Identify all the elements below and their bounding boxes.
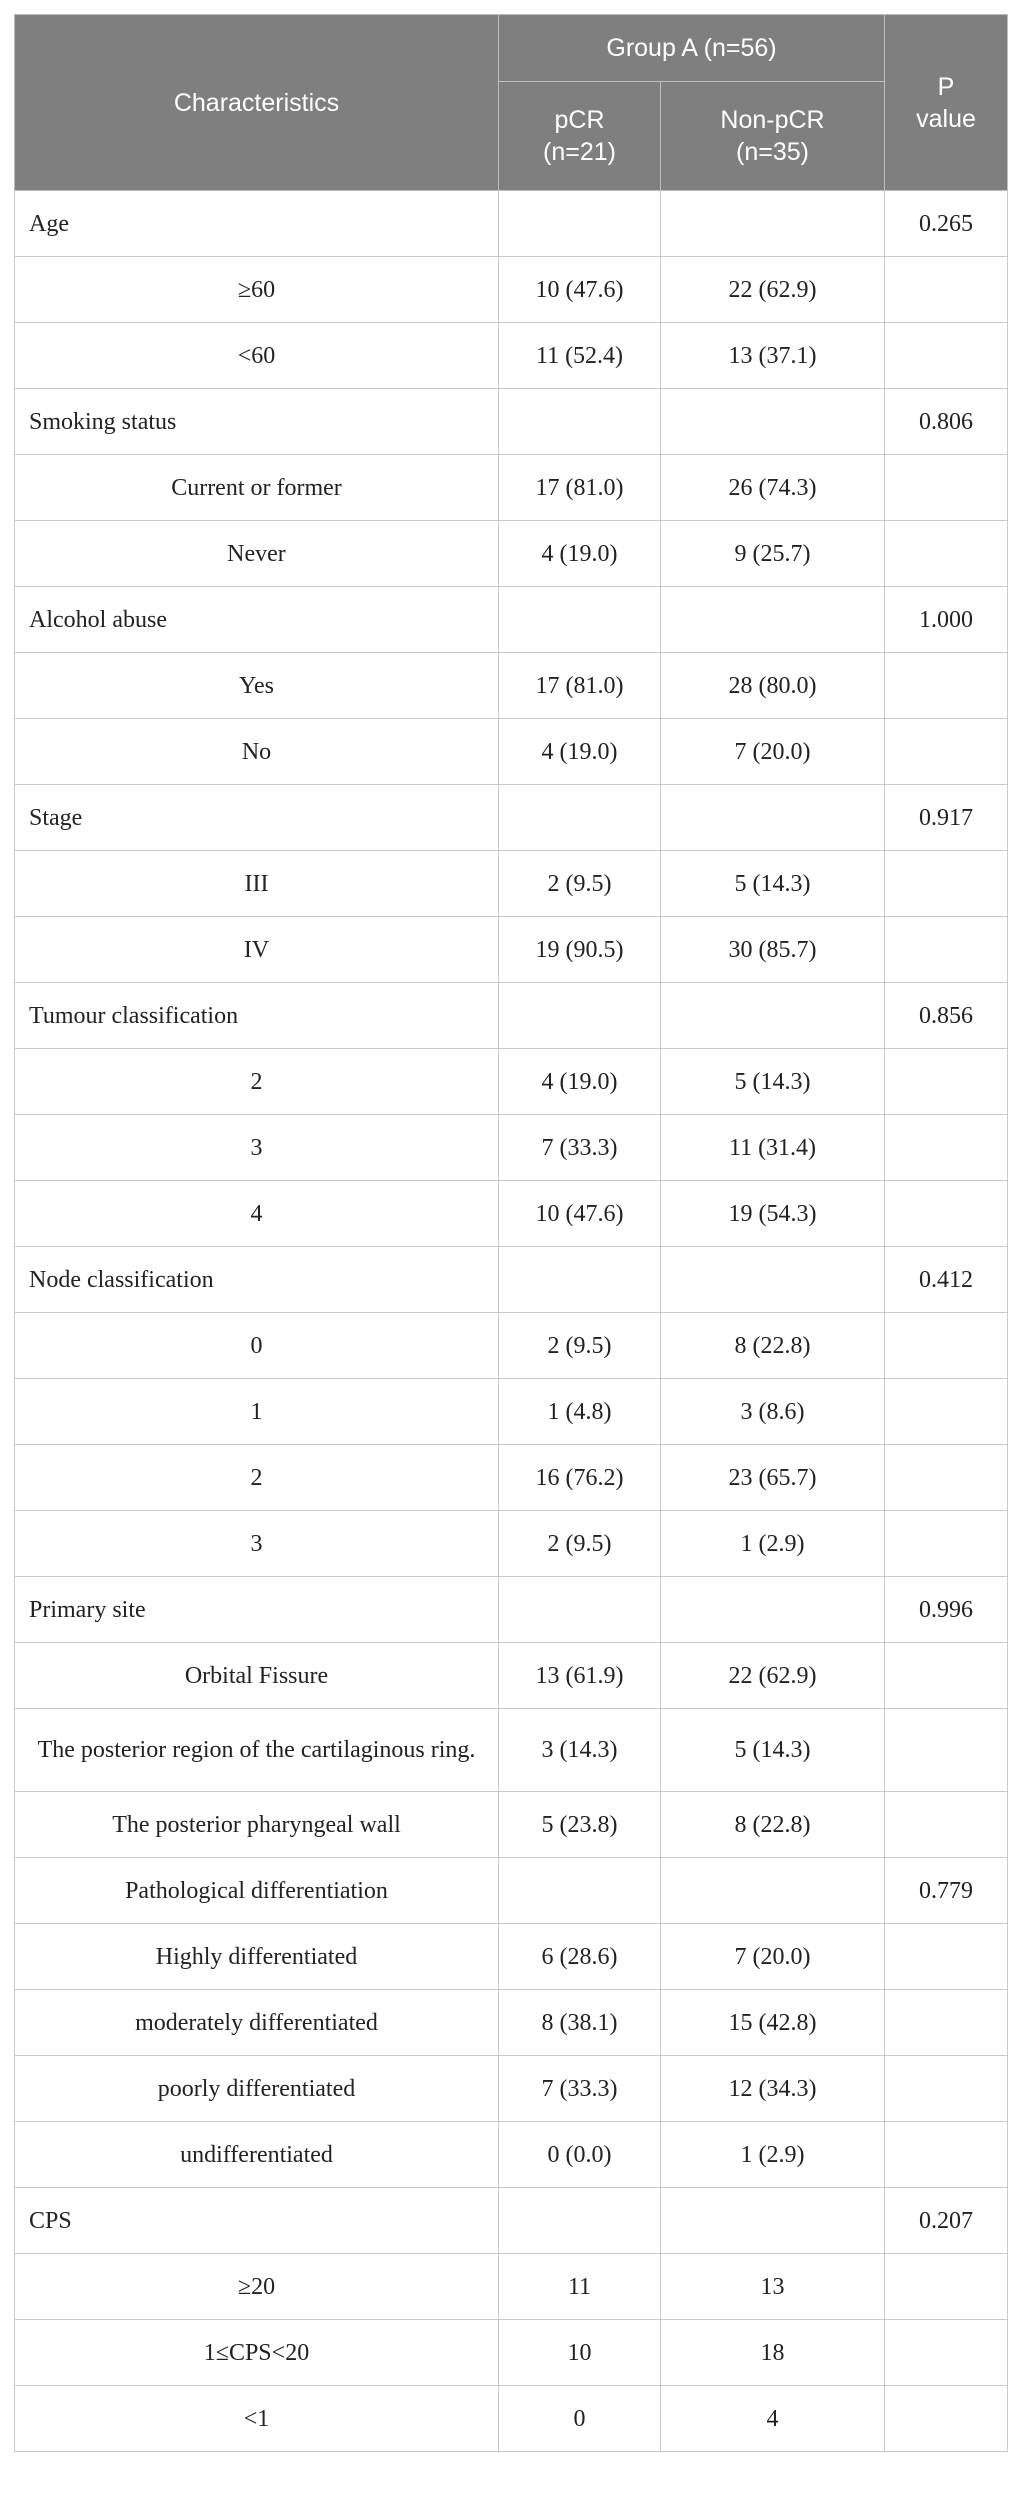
row-label: III xyxy=(15,851,499,917)
pcr-cell xyxy=(499,191,661,257)
nonpcr-cell xyxy=(661,191,885,257)
row-label: 1 xyxy=(15,1379,499,1445)
pvalue-cell xyxy=(885,1049,1008,1115)
pvalue-cell xyxy=(885,653,1008,719)
pcr-cell xyxy=(499,2188,661,2254)
row-label: The posterior region of the cartilaginous ring. xyxy=(15,1709,499,1792)
nonpcr-cell: 18 xyxy=(661,2320,885,2386)
row-label: Current or former xyxy=(15,455,499,521)
header-pvalue-label: P value xyxy=(916,72,976,133)
table-row xyxy=(15,2386,1008,2452)
nonpcr-cell: 19 (54.3) xyxy=(661,1181,885,1247)
row-label: CPS xyxy=(15,2188,499,2254)
pcr-cell: 13 (61.9) xyxy=(499,1643,661,1709)
pcr-cell xyxy=(499,587,661,653)
pcr-cell: 11 (52.4) xyxy=(499,323,661,389)
pvalue-cell xyxy=(885,1379,1008,1445)
pvalue-cell xyxy=(885,1313,1008,1379)
pcr-cell xyxy=(499,983,661,1049)
table-row xyxy=(15,2254,1008,2320)
pcr-cell: 11 xyxy=(499,2254,661,2320)
nonpcr-cell: 4 xyxy=(661,2386,885,2452)
table-row xyxy=(15,1115,1008,1181)
table-row xyxy=(15,2320,1008,2386)
pvalue-cell xyxy=(885,851,1008,917)
table-row xyxy=(15,2122,1008,2188)
pvalue-cell: 0.856 xyxy=(885,983,1008,1049)
row-label: undifferentiated xyxy=(15,2122,499,2188)
row-label: 0 xyxy=(15,1313,499,1379)
table-row xyxy=(15,389,1008,455)
nonpcr-cell: 7 (20.0) xyxy=(661,1924,885,1990)
table-row xyxy=(15,1511,1008,1577)
table-row xyxy=(15,1049,1008,1115)
row-label: Tumour classification xyxy=(15,983,499,1049)
nonpcr-cell: 23 (65.7) xyxy=(661,1445,885,1511)
pvalue-cell xyxy=(885,1181,1008,1247)
row-label: 1≤CPS<20 xyxy=(15,2320,499,2386)
pvalue-cell: 0.412 xyxy=(885,1247,1008,1313)
nonpcr-cell xyxy=(661,785,885,851)
pcr-cell: 0 xyxy=(499,2386,661,2452)
row-label: poorly differentiated xyxy=(15,2056,499,2122)
table-row xyxy=(15,917,1008,983)
nonpcr-cell: 26 (74.3) xyxy=(661,455,885,521)
nonpcr-cell: 13 xyxy=(661,2254,885,2320)
table-row xyxy=(15,191,1008,257)
table-row xyxy=(15,2188,1008,2254)
row-label: moderately differentiated xyxy=(15,1990,499,2056)
pvalue-cell: 0.779 xyxy=(885,1858,1008,1924)
row-label: 3 xyxy=(15,1511,499,1577)
nonpcr-cell xyxy=(661,1577,885,1643)
table-header xyxy=(15,15,1008,191)
pcr-cell xyxy=(499,1577,661,1643)
nonpcr-cell: 1 (2.9) xyxy=(661,1511,885,1577)
pcr-cell: 7 (33.3) xyxy=(499,2056,661,2122)
pcr-cell: 4 (19.0) xyxy=(499,719,661,785)
row-label: Highly differentiated xyxy=(15,1924,499,1990)
table-row xyxy=(15,587,1008,653)
pcr-cell xyxy=(499,1858,661,1924)
header-group: Group A (n=56) xyxy=(499,15,885,82)
row-label: Pathological differentiation xyxy=(15,1858,499,1924)
table-row xyxy=(15,719,1008,785)
pvalue-cell xyxy=(885,1445,1008,1511)
header-nonpcr xyxy=(661,82,885,191)
pvalue-cell xyxy=(885,1792,1008,1858)
table-row xyxy=(15,1379,1008,1445)
pcr-cell: 2 (9.5) xyxy=(499,1511,661,1577)
pcr-cell: 10 (47.6) xyxy=(499,1181,661,1247)
pcr-cell: 10 (47.6) xyxy=(499,257,661,323)
pvalue-cell xyxy=(885,257,1008,323)
nonpcr-cell: 5 (14.3) xyxy=(661,1049,885,1115)
pcr-cell: 3 (14.3) xyxy=(499,1709,661,1792)
nonpcr-cell: 11 (31.4) xyxy=(661,1115,885,1181)
table-row xyxy=(15,1247,1008,1313)
nonpcr-cell: 5 (14.3) xyxy=(661,1709,885,1792)
row-label: The posterior pharyngeal wall xyxy=(15,1792,499,1858)
table-row xyxy=(15,1313,1008,1379)
row-label: Primary site xyxy=(15,1577,499,1643)
pcr-cell: 4 (19.0) xyxy=(499,1049,661,1115)
pvalue-cell xyxy=(885,1990,1008,2056)
nonpcr-cell xyxy=(661,2188,885,2254)
nonpcr-cell: 1 (2.9) xyxy=(661,2122,885,2188)
header-pvalue xyxy=(885,15,1008,191)
row-label: Yes xyxy=(15,653,499,719)
pvalue-cell xyxy=(885,2254,1008,2320)
table-row xyxy=(15,1858,1008,1924)
pvalue-cell xyxy=(885,1643,1008,1709)
row-label: 3 xyxy=(15,1115,499,1181)
row-label: <60 xyxy=(15,323,499,389)
pcr-cell: 7 (33.3) xyxy=(499,1115,661,1181)
table-row xyxy=(15,1577,1008,1643)
nonpcr-cell xyxy=(661,389,885,455)
pcr-cell: 4 (19.0) xyxy=(499,521,661,587)
nonpcr-cell: 12 (34.3) xyxy=(661,2056,885,2122)
table-row xyxy=(15,1709,1008,1792)
nonpcr-cell: 8 (22.8) xyxy=(661,1792,885,1858)
nonpcr-cell xyxy=(661,983,885,1049)
pvalue-cell xyxy=(885,719,1008,785)
nonpcr-cell: 22 (62.9) xyxy=(661,1643,885,1709)
table-row xyxy=(15,653,1008,719)
pcr-cell xyxy=(499,389,661,455)
pvalue-cell: 1.000 xyxy=(885,587,1008,653)
table-row xyxy=(15,851,1008,917)
nonpcr-cell: 8 (22.8) xyxy=(661,1313,885,1379)
row-label: IV xyxy=(15,917,499,983)
nonpcr-cell: 30 (85.7) xyxy=(661,917,885,983)
pvalue-cell xyxy=(885,521,1008,587)
nonpcr-cell: 28 (80.0) xyxy=(661,653,885,719)
pvalue-cell: 0.917 xyxy=(885,785,1008,851)
pvalue-cell: 0.265 xyxy=(885,191,1008,257)
header-characteristics: Characteristics xyxy=(15,15,499,191)
row-label: 4 xyxy=(15,1181,499,1247)
row-label: Age xyxy=(15,191,499,257)
table-row xyxy=(15,785,1008,851)
pvalue-cell xyxy=(885,2122,1008,2188)
pcr-cell: 16 (76.2) xyxy=(499,1445,661,1511)
table-row xyxy=(15,1181,1008,1247)
pvalue-cell xyxy=(885,2386,1008,2452)
pvalue-cell xyxy=(885,917,1008,983)
pcr-cell: 5 (23.8) xyxy=(499,1792,661,1858)
table-row xyxy=(15,1990,1008,2056)
pcr-cell xyxy=(499,1247,661,1313)
pcr-cell: 0 (0.0) xyxy=(499,2122,661,2188)
row-label: 2 xyxy=(15,1445,499,1511)
table-row xyxy=(15,983,1008,1049)
nonpcr-cell xyxy=(661,1247,885,1313)
nonpcr-cell: 22 (62.9) xyxy=(661,257,885,323)
nonpcr-cell: 5 (14.3) xyxy=(661,851,885,917)
pcr-cell: 17 (81.0) xyxy=(499,653,661,719)
row-label: Orbital Fissure xyxy=(15,1643,499,1709)
pcr-cell: 2 (9.5) xyxy=(499,851,661,917)
table-row xyxy=(15,323,1008,389)
pvalue-cell xyxy=(885,455,1008,521)
table-row xyxy=(15,257,1008,323)
pcr-cell: 8 (38.1) xyxy=(499,1990,661,2056)
header-pcr-label: pCR (n=21) xyxy=(543,106,616,166)
pvalue-cell xyxy=(885,1511,1008,1577)
pvalue-cell xyxy=(885,2320,1008,2386)
table-row xyxy=(15,1792,1008,1858)
header-pcr xyxy=(499,82,661,191)
pvalue-cell: 0.806 xyxy=(885,389,1008,455)
pcr-cell: 10 xyxy=(499,2320,661,2386)
row-label: Never xyxy=(15,521,499,587)
nonpcr-cell xyxy=(661,1858,885,1924)
pcr-cell: 17 (81.0) xyxy=(499,455,661,521)
row-label: <1 xyxy=(15,2386,499,2452)
nonpcr-cell: 3 (8.6) xyxy=(661,1379,885,1445)
table-row xyxy=(15,455,1008,521)
table-row xyxy=(15,1643,1008,1709)
nonpcr-cell: 13 (37.1) xyxy=(661,323,885,389)
pvalue-cell: 0.207 xyxy=(885,2188,1008,2254)
table-row xyxy=(15,1924,1008,1990)
pvalue-cell xyxy=(885,1115,1008,1181)
table-row xyxy=(15,1445,1008,1511)
row-label: Smoking status xyxy=(15,389,499,455)
nonpcr-cell xyxy=(661,587,885,653)
pcr-cell xyxy=(499,785,661,851)
row-label: Alcohol abuse xyxy=(15,587,499,653)
pcr-cell: 1 (4.8) xyxy=(499,1379,661,1445)
pvalue-cell xyxy=(885,1709,1008,1792)
nonpcr-cell: 15 (42.8) xyxy=(661,1990,885,2056)
row-label: No xyxy=(15,719,499,785)
header-nonpcr-label: Non-pCR (n=35) xyxy=(720,106,825,166)
pcr-cell: 19 (90.5) xyxy=(499,917,661,983)
pvalue-cell xyxy=(885,1924,1008,1990)
nonpcr-cell: 9 (25.7) xyxy=(661,521,885,587)
table-row xyxy=(15,521,1008,587)
row-label: Stage xyxy=(15,785,499,851)
row-label: Node classification xyxy=(15,1247,499,1313)
pcr-cell: 6 (28.6) xyxy=(499,1924,661,1990)
nonpcr-cell: 7 (20.0) xyxy=(661,719,885,785)
characteristics-table xyxy=(14,14,1008,2452)
pvalue-cell xyxy=(885,323,1008,389)
table-row xyxy=(15,2056,1008,2122)
row-label: 2 xyxy=(15,1049,499,1115)
row-label: ≥60 xyxy=(15,257,499,323)
table-body xyxy=(15,191,1008,2452)
row-label: ≥20 xyxy=(15,2254,499,2320)
pcr-cell: 2 (9.5) xyxy=(499,1313,661,1379)
pvalue-cell xyxy=(885,2056,1008,2122)
pvalue-cell: 0.996 xyxy=(885,1577,1008,1643)
